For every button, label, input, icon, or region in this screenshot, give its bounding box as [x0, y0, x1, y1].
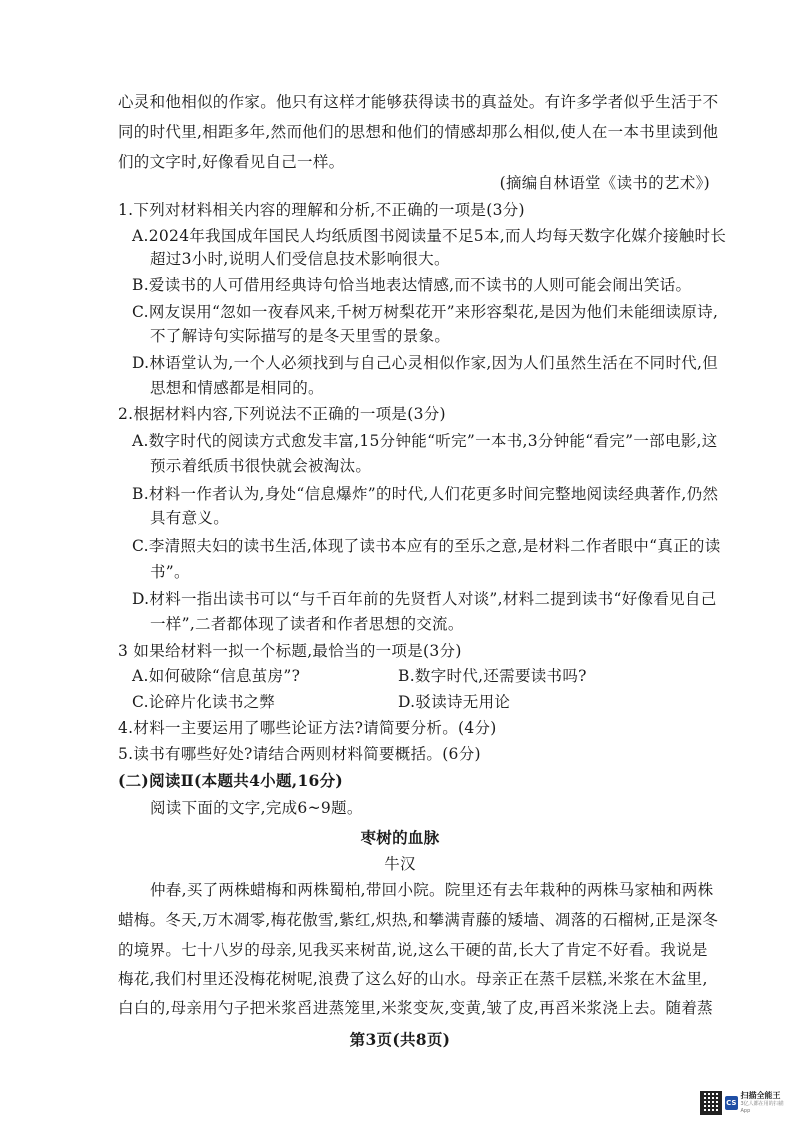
watermark-title: 扫描全能王	[740, 1091, 781, 1100]
question-5: 5.读书有哪些好处?请结合两则材料简要概括。(6分)	[118, 745, 481, 763]
text-line: 心灵和他相似的作家。他只有这样才能够获得读书的真益处。有许多学者似乎生活于不	[118, 93, 719, 111]
option-1d: D.林语堂认为,一个人必须找到与自己心灵相似作家,因为人们虽然生活在不同时代,但	[132, 354, 719, 372]
text-line: 预示着纸质书很快就会被淘汰。	[150, 457, 372, 475]
text-line: 一样”,二者都体现了读者和作者思想的交流。	[150, 615, 464, 633]
option-3d: D.驳读诗无用论	[398, 693, 511, 711]
option-3a: A.如何破除“信息茧房”?	[132, 667, 301, 685]
option-2b: B.材料一作者认为,身处“信息爆炸”的时代,人们花更多时间完整地阅读经典著作,仍然	[132, 485, 719, 503]
text-line: 书”。	[150, 563, 190, 581]
text-line: 思想和情感都是相同的。	[150, 379, 324, 397]
text-line: 的境界。七十八岁的母亲,见我买来树苗,说,这么干硬的苗,长大了肯定不好看。我说是	[118, 941, 708, 959]
option-3b: B.数字时代,还需要读书吗?	[398, 667, 587, 685]
camscanner-logo: CS	[725, 1096, 738, 1110]
article-author: 牛汉	[384, 855, 416, 873]
text-line: 蜡梅。冬天,万木凋零,梅花傲雪,紫红,炽热,和攀满青藤的矮墙、凋落的石榴树,正是深冬	[118, 911, 719, 929]
text-line: 白白的,母亲用勺子把米浆舀进蒸笼里,米浆变灰,变黄,皱了皮,再舀米浆浇上去。随着蒸	[118, 999, 713, 1017]
option-2d: D.材料一指出读书可以“与千百年前的先贤哲人对谈”,材料二提到读书“好像看见自己	[132, 590, 717, 608]
text-line: 超过3小时,说明人们受信息技术影响很大。	[150, 250, 450, 268]
qr-code-icon	[700, 1091, 722, 1115]
section-heading: (二)阅读Ⅱ(本题共4小题,16分)	[118, 771, 344, 790]
question-4: 4.材料一主要运用了哪些论证方法?请简要分析。(4分)	[118, 719, 497, 737]
option-1b: B.爱读书的人可借用经典诗句恰当地表达情感,而不读书的人则可能会闹出笑话。	[132, 276, 692, 294]
text-line: 仲春,买了两株蜡梅和两株蜀柏,带回小院。院里还有去年栽种的两株马家柚和两株	[150, 881, 714, 899]
option-2c: C.李清照夫妇的读书生活,体现了读书本应有的至乐之意,是材料二作者眼中“真正的读	[132, 537, 721, 555]
text-line: 梅花,我们村里还没梅花树呢,浪费了这么好的山水。母亲正在蒸千层糕,米浆在木盆里,	[118, 970, 708, 988]
text-line: 不了解诗句实际描写的是冬天里雪的景象。	[150, 327, 451, 345]
source-citation: (摘编自林语堂《读书的艺术》)	[499, 174, 710, 192]
option-2a: A.数字时代的阅读方式愈发丰富,15分钟能“听完”一本书,3分钟能“看完”一部电影,这	[132, 432, 718, 450]
page-footer: 第3页(共8页)	[349, 1030, 451, 1049]
text-line: 具有意义。	[150, 509, 230, 527]
option-1a: A.2024年我国成年国民人均纸质图书阅读量不足5本,而人均每天数字化媒介接触时长	[132, 227, 727, 245]
question-1: 1.下列对材料相关内容的理解和分析,不正确的一项是(3分)	[118, 201, 525, 219]
text-line: 们的文字时,好像看见自己一样。	[118, 153, 345, 171]
scanner-watermark	[700, 1088, 788, 1118]
question-2: 2.根据材料内容,下列说法不正确的一项是(3分)	[118, 405, 446, 423]
text-line: 同的时代里,相距多年,然而他们的思想和他们的情感却那么相似,使人在一本书里读到他	[118, 123, 719, 141]
option-3c: C.论碎片化读书之弊	[132, 693, 276, 711]
article-title: 枣树的血脉	[360, 828, 440, 847]
question-3: 3 如果给材料一拟一个标题,最恰当的一项是(3分)	[118, 642, 462, 660]
instruction: 阅读下面的文字,完成6~9题。	[150, 799, 363, 817]
watermark-subtitle: 3亿人都在用的扫描App	[740, 1101, 784, 1114]
option-1c: C.网友误用“忽如一夜春风来,千树万树梨花开”来形容梨花,是因为他们未能细读原诗,	[132, 303, 719, 321]
